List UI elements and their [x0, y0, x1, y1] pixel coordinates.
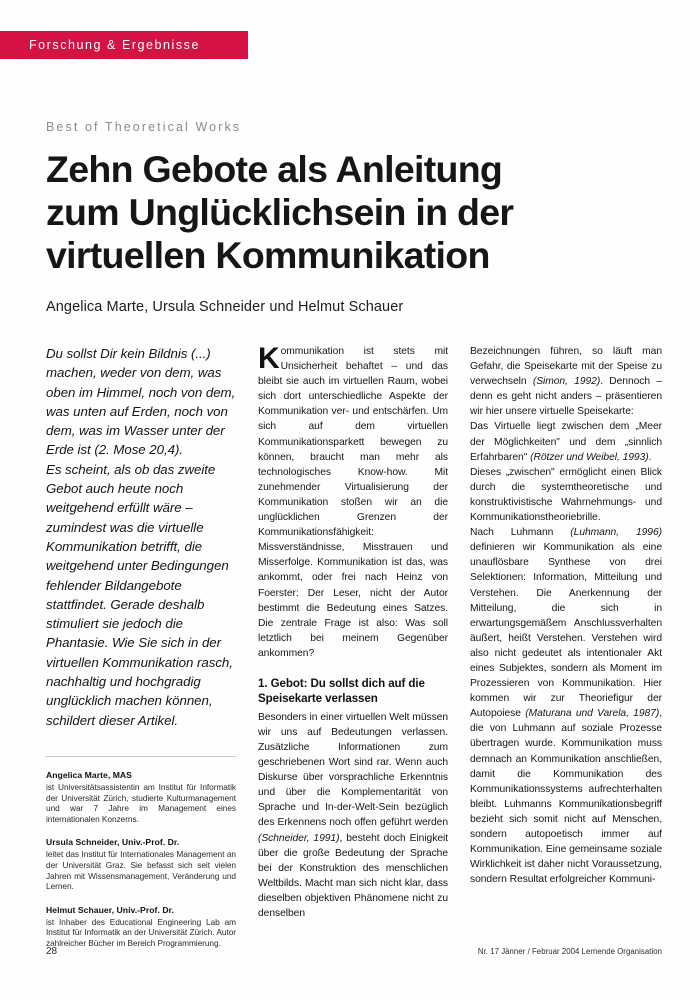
author-bios	[46, 756, 236, 949]
lead-paragraph-1: Du sollst Dir kein Bildnis (...) machen, weder von dem, was oben im Himmel, noch von dem, was unten auf Erden, noch von dem, was im Wasser unter der Erde ist (2. Mose 20,4).	[46, 346, 236, 458]
body-text-segment: definieren wir Kommunikation als eine unauflösbare Synthese von drei Selektionen: Information, Mitteilung und Verstehen. Die Anerkennung der Mitteilung, die sich in erwartungsgemäßem Anschlussverhalten äußert, heißt Verstehen. Verstehen wird also nicht gedeutet als intentionaler Akt eines Subjektes, sondern als Moment im Prozessieren von Kommunikation. Hier kommen wir zur Theoriefigur der Autopoiese	[470, 542, 662, 720]
category-banner-label: Forschung & Ergebnisse	[29, 38, 200, 52]
article-byline: Angelica Marte, Ursula Schneider und Helmut Schauer	[46, 299, 404, 315]
title-line-2: zum Unglücklichsein in der	[46, 191, 514, 233]
author-description: ist Universitätsassistentin am Institut für Informatik der Universität Zürich, studierte Kulturmanagement und war 7 Jahre im Management eines internationalen Konzerns.	[46, 781, 236, 824]
issue-info: Nr. 17 Jänner / Februar 2004 Lernende Organisation	[477, 947, 662, 956]
citation-reference: (Rötzer und Weibel, 1993)	[530, 451, 649, 463]
citation-reference: (Maturana und Varela, 1987)	[525, 708, 660, 720]
author-bio	[46, 905, 236, 949]
body-text-segment: .	[648, 451, 652, 463]
author-description: ist Inhaber des Educational Engineering Lab am Institut für Informatik an der Universität Zürich. Autor zahlreicher Bücher im Bereich Programmierung.	[46, 916, 236, 948]
author-bio	[46, 770, 236, 824]
article-columns	[46, 342, 662, 948]
body-paragraph-intro	[258, 344, 448, 661]
article-header	[46, 120, 660, 315]
section-subheading: 1. Gebot: Du sollst dich auf die Speisekarte verlassen	[258, 676, 425, 706]
body-paragraph-between: Dieses „zwischen" ermöglicht einen Blick durch die systemtheoretische und konstruktivistische Wahrnehmungs- und Kommunikationstheoriebrille.	[470, 466, 662, 524]
column-two	[258, 344, 448, 944]
article-kicker: Best of Theoretical Works	[46, 120, 242, 134]
citation-reference: (Simon, 1992)	[532, 376, 601, 388]
author-name: Ursula Schneider, Univ.-Prof. Dr.	[46, 837, 180, 848]
body-text-segment: Bezeichnungen führen, so läuft man Gefahr, die Speisekarte mit der Speise zu verwechseln	[470, 346, 662, 388]
body-text-segment: Nach Luhmann	[470, 527, 571, 539]
drop-cap: K	[258, 342, 280, 375]
body-paragraph-intro-text: ommunikation ist stets mit Unsicherheit behaftet – und das bleibt sie auch im virtuellen Raum, wobei sich dort unterschiedliche Aspekte der Kommunikation ver- und entschärfen. Um sich auf dem virtuellen Kommunikationsparkett bewegen zu können, braucht man mehr als technologisches Know-how. Mit zunehmender Virtualisierung der Kommunikation stoßen wir an die unglücklichen Grenzen der Kommunikationsfähigkeit: Missverständnisse, Misstrauen und Misserfolge. Kommunikation ist das, was ankommt, oder frei nach Heinz von Foerster: Der Leser, nicht der Autor bestimmt die Bedeutung eines Satzes. Die zentrale Frage ist also: Was soll letztlich bei meinem Gegenüber ankommen?	[258, 346, 448, 659]
page-number: 28	[46, 946, 58, 957]
title-line-1: Zehn Gebote als Anleitung	[46, 148, 503, 190]
body-text-segment: Das Virtuelle liegt zwischen dem „Meer der Möglichkeiten" und dem „sinnlich Erfahrbaren"	[470, 421, 662, 463]
author-name: Angelica Marte, MAS	[46, 769, 132, 780]
body-text-segment: Besonders in einer virtuellen Welt müssen wir uns auf Bedeutungen verlassen. Zusätzliche Informationen zum geschriebenen Wort sind rar. Wenn auch Diskurse über vorsprachliche Erkenntnis und über die Komplementarität von Sprache und In-der-Welt-Sein bezüglich des Erkennens noch offen geführt werden	[258, 711, 448, 829]
body-paragraph-virtual	[470, 419, 662, 464]
citation-reference: (Schneider, 1991)	[258, 832, 340, 844]
page-title	[46, 148, 646, 277]
body-text-segment: . Dennoch – denn es geht nicht anders – präsentieren wir hier unsere virtuelle Speisekarte:	[470, 376, 662, 418]
body-paragraph-commandment-1	[258, 710, 448, 921]
body-text-segment: , besteht doch Einigkeit über die große Bedeutung der Sprache bei der Konstruktion des menschlichen Weltbilds. Macht man sich nicht klar, dass dieselben objektiven Phänomene nicht zu denselben	[258, 832, 449, 919]
body-paragraph-luhmann	[470, 525, 662, 887]
body-text-segment: , die von Luhmann auf soziale Prozesse übertragen wurde. Kommunikation muss demnach an Kommunikation anschließen, damit die Kommunikation des Kommunikationssystems aufrechterhalten bleibt. Luhmanns Kommunikationsbegriff bezieht sich somit nicht auf Menschen, sondern autopoetisch immer auf Kommunikation. Eine gemeinsame soziale Wirklichkeit ist daher nicht Voraussetzung, sondern Resultat erfolgreicher Kommuni-	[470, 708, 662, 886]
author-bio	[46, 837, 236, 891]
column-three	[470, 344, 662, 944]
category-banner	[0, 31, 248, 59]
page-footer	[46, 946, 662, 957]
lead-paragraph-2: Es scheint, als ob das zweite Gebot auch heute noch weitgehend erfüllt wäre – zumindest was die virtuelle Kommunikation betrifft, die weitgehend unter Bedingungen fehlender Bildangebote stattfindet. Gerade deshalb stimuliert sie jedoch die Phantasie. Wie Sie sich in der virtuellen Kommunikation rasch, nachhaltig und hochgradig unglücklich machen können, schildert dieser Artikel.	[46, 461, 233, 728]
title-line-3: virtuellen Kommunikation	[46, 234, 490, 276]
author-name: Helmut Schauer, Univ.-Prof. Dr.	[46, 904, 174, 915]
citation-reference: (Luhmann, 1996)	[570, 527, 662, 539]
author-description: leitet das Institut für Internationales Management an der Universität Graz. Sie befasst sich seit vielen Jahren mit Wissensmanagement, Veränderung und Lernen.	[46, 849, 236, 892]
column-lead	[46, 344, 236, 948]
body-paragraph-continued	[470, 344, 662, 419]
